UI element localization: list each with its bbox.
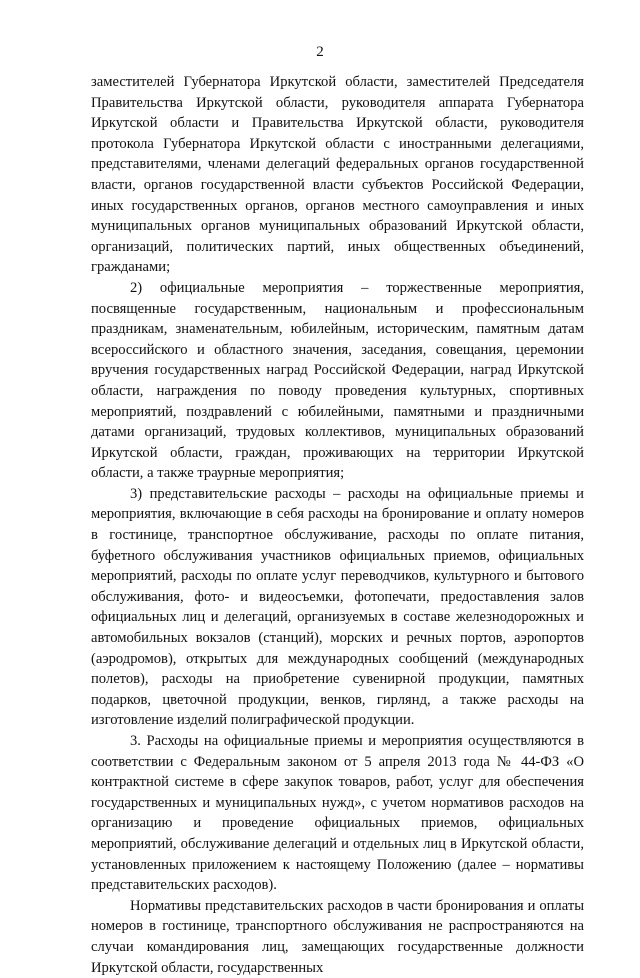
paragraph-item-3: 3. Расходы на официальные приемы и мероприятия осуществляются в соответствии с Федеральным законом от 5 апреля 2013 года № 44-ФЗ «О контрактной системе в сфере закупок товаров, работ, услуг для обеспечения государственных и муниципальных нужд», с учетом нормативов расходов на организацию и проведение официальных приемов, официальных мероприятий, обслуживание делегаций и отдельных лиц в Иркутской области, установленных приложением к настоящему Положению (далее – нормативы представительских расходов).	[91, 733, 584, 894]
paragraph-official-events: 2) официальные мероприятия – торжественные мероприятия, посвященные государственным, национальным и профессиональным праздникам, знаменательным, юбилейным, историческим, памятным датам всероссийского и областного значения, заседания, совещания, церемонии вручения государственных наград Российской Федерации, наград Иркутской области, награждения по поводу проведения культурных, спортивных мероприятий, поздравлений с юбилейными, памятными и праздничными датами организаций, трудовых коллективов, муниципальных образований Иркутской области, граждан, проживающих на территории Иркутской области, а также траурные мероприятия;	[91, 279, 584, 482]
paragraph-continuation: заместителей Губернатора Иркутской области, заместителей Председателя Правительства Иркутской области, руководителя аппарата Губернатора Иркутской области и Правительства Иркутской области, руководителя протокола Губернатора Иркутской области с иностранными делегациями, представителями, членами делегаций федеральных органов государственной власти, органов государственной власти субъектов Российской Федерации, иных государственных органов, органов местного самоуправления и иных муниципальных органов муниципальных образований Иркутской области, организаций, политических партий, иных общественных объединений, гражданами;	[91, 74, 584, 276]
body-text	[91, 72, 584, 978]
paragraph-norms: Нормативы представительских расходов в части бронирования и оплаты номеров в гостинице, транспортного обслуживания не распространяются на случаи командирования лиц, замещающих государственные должности Иркутской области, государственных	[91, 897, 584, 976]
page-number: 2	[316, 44, 324, 60]
paragraph-representative-expenses: 3) представительские расходы – расходы на официальные приемы и мероприятия, включающие в себя расходы на бронирование и оплату номеров в гостинице, транспортное обслуживание, расходы по оплате питания, буфетного обслуживания участников официальных приемов, официальных мероприятий, расходы по оплате услуг переводчиков, культурного и бытового обслуживания, фото- и видеосъемки, фотопечати, предоставления залов официальных лиц и делегаций, организуемых в составе железнодорожных и автомобильных вокзалов (станций), морских и речных портов, аэропортов (аэродромов), открытых для международных сообщений (международных полетов), расходы на приобретение сувенирной продукции, памятных подарков, цветочной продукции, венков, гирлянд, а также расходы на изготовление изделий полиграфической продукции.	[91, 485, 584, 729]
